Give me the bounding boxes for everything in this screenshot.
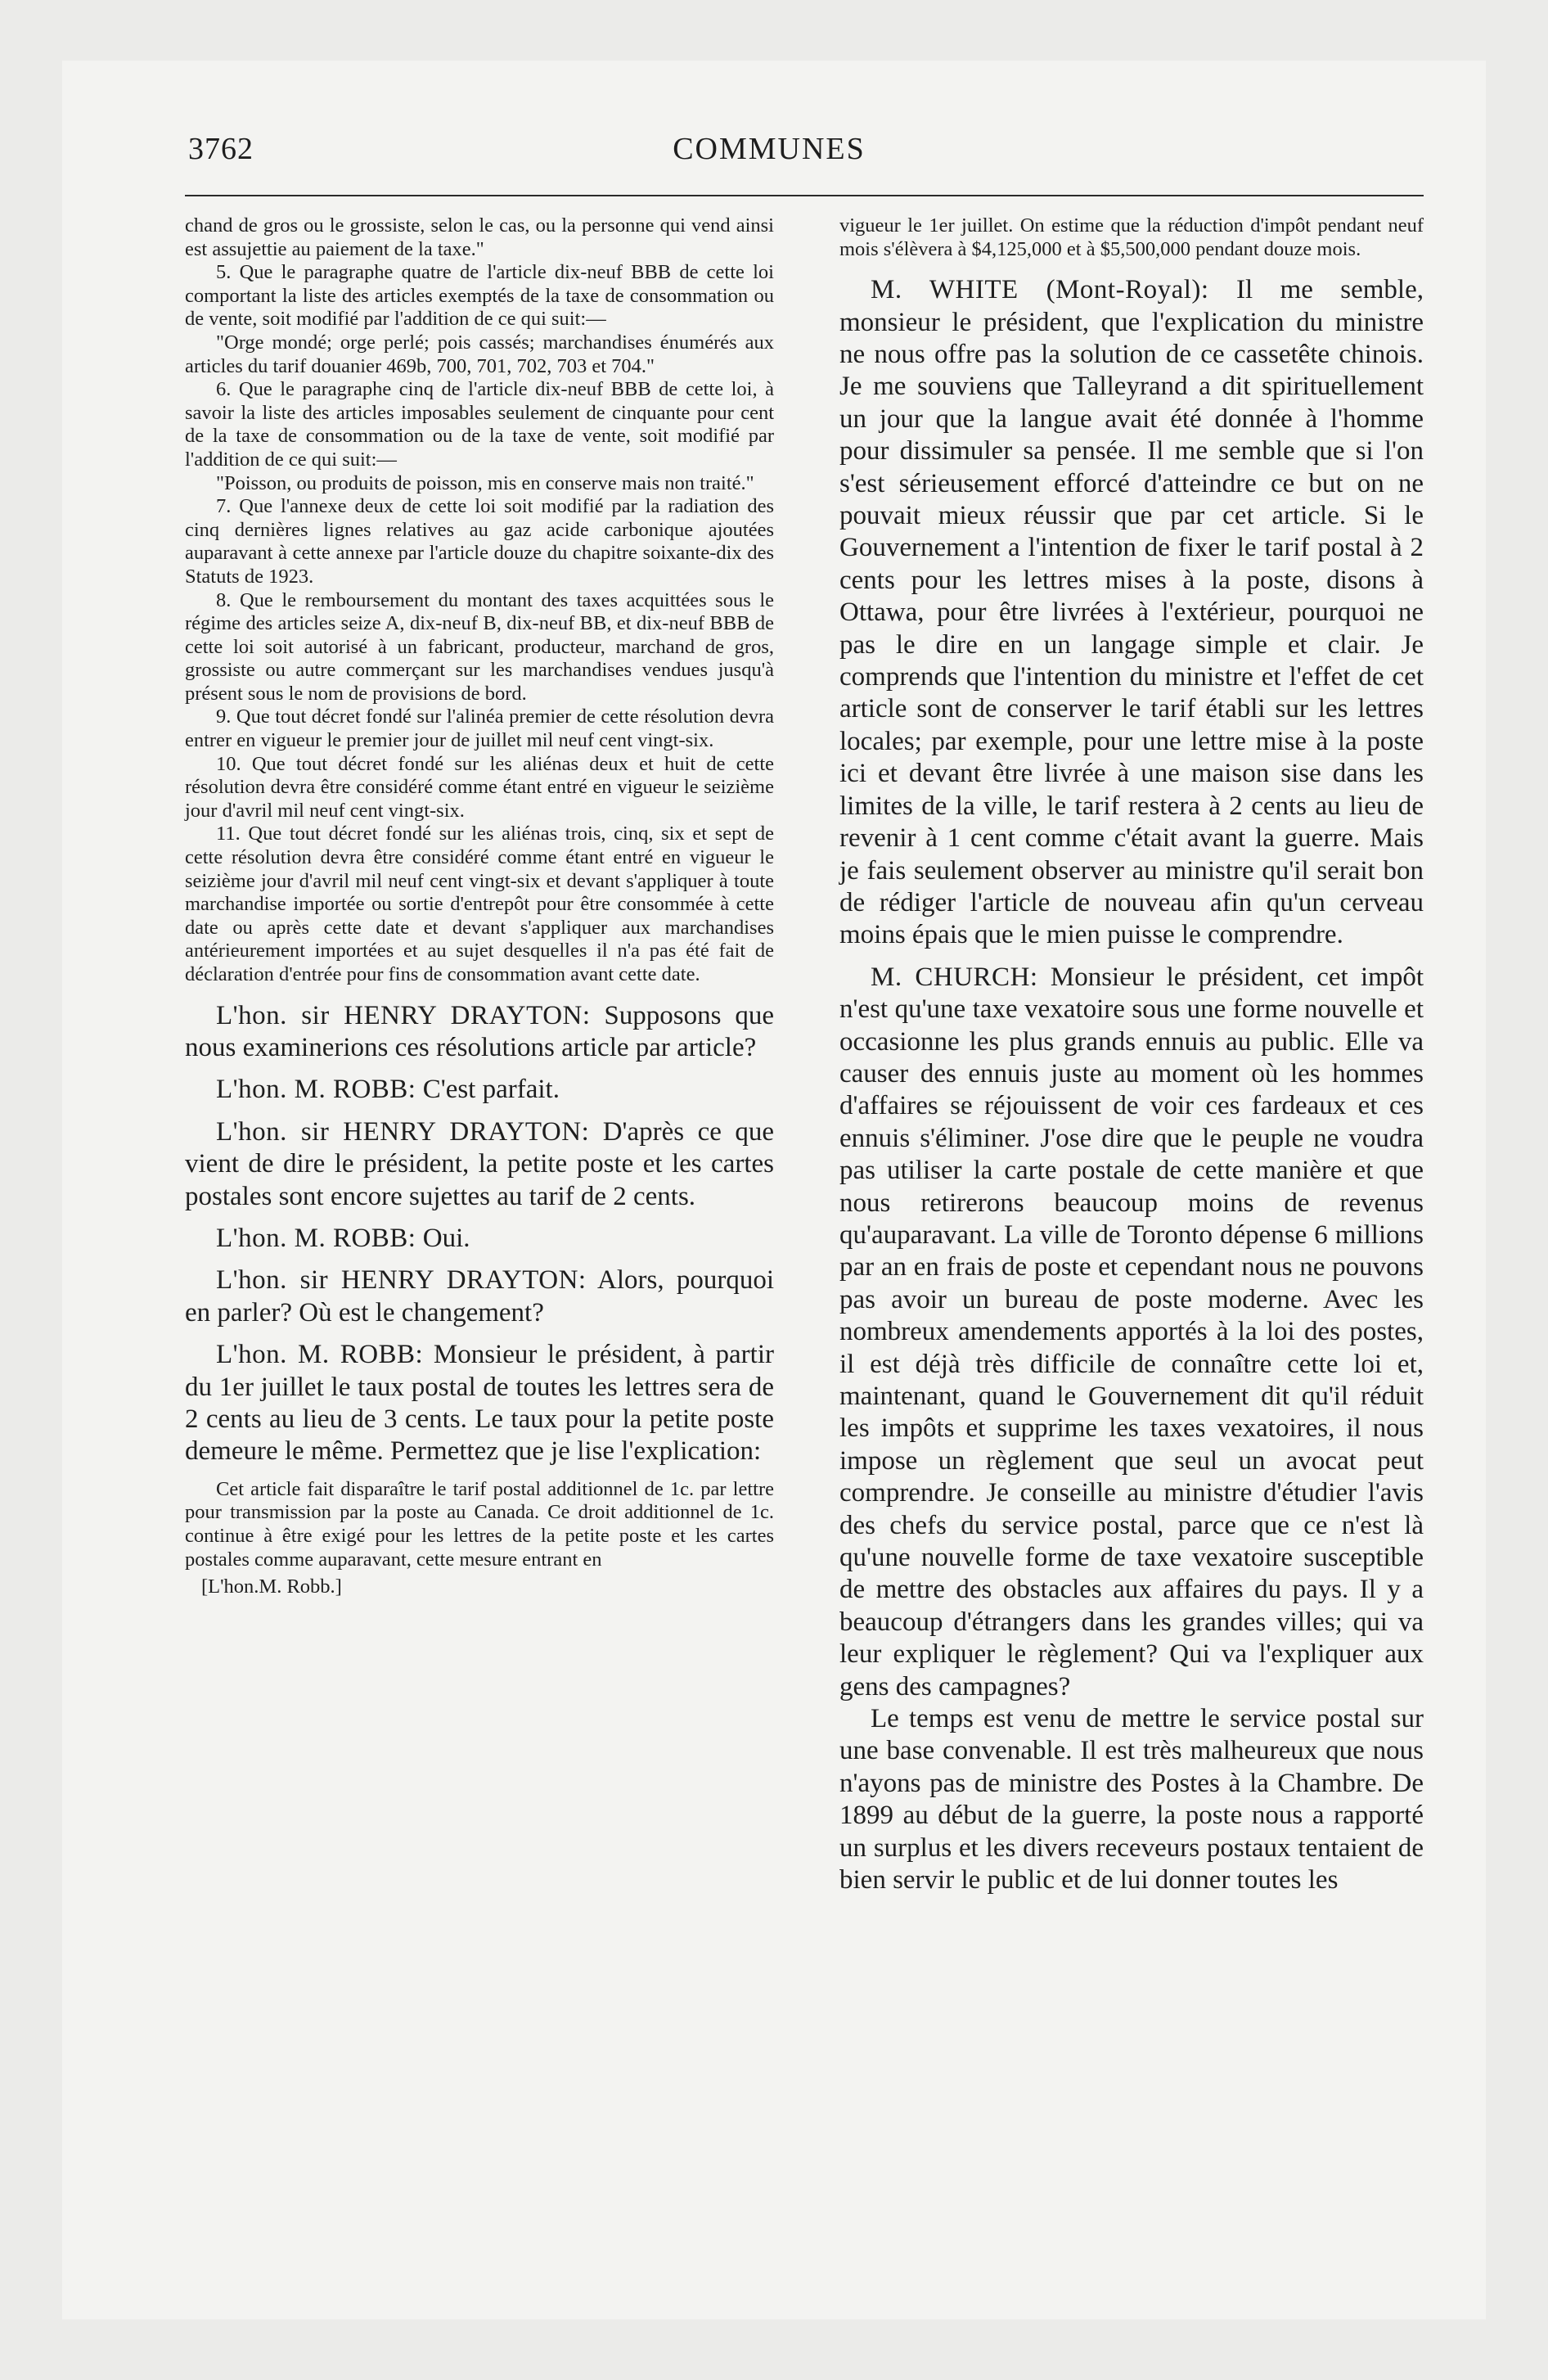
speech-text: Oui.	[416, 1224, 470, 1254]
quoted-explanation: Cet article fait disparaître le tarif postal additionnel de 1c. par lettre pour transmission par la poste au Canada. Ce droit additionnel de 1c. continue à être exigé pour les lettres de la petite poste et les cartes postales comme auparavant, cette mesure entrant en	[185, 1477, 774, 1571]
paragraph: 5. Que le paragraphe quatre de l'article dix-neuf BBB de cette loi comportant la liste des articles exemptés de la taxe de consommation ou de vente, soit modifié par l'addition de ce qui suit:—	[185, 261, 774, 331]
speaker-name: L'hon. M. ROBB:	[216, 1075, 416, 1105]
paragraph: "Poisson, ou produits de poisson, mis en conserve mais non traité."	[216, 471, 754, 494]
paragraph: 10. Que tout décret fondé sur les aliénas deux et huit de cette résolution devra être considéré comme étant entré en vigueur le seizième jour d'avril mil neuf cent vingt-six.	[185, 752, 774, 822]
speech	[185, 1264, 774, 1329]
paragraph: 9. Que tout décret fondé sur l'alinéa premier de cette résolution devra entrer en vigueur le premier jour de juillet mil neuf cent vingt-six.	[185, 705, 774, 752]
speech-text: Le temps est venu de mettre le service postal sur une base convenable. Il est très malheureux que nous n'ayons pas de ministre des Postes à la Chambre. De 1899 au début de la guerre, la poste nous a rapporté un surplus et les divers receveurs postaux tentaient de bien servir le public et de lui donner toutes les	[839, 1704, 1424, 1895]
paragraph: 7. Que l'annexe deux de cette loi soit modifié par la radiation des cinq dernières lignes relatives au gaz acide carbonique ajoutées auparavant à cette annexe par l'article douze du chapitre soixante-dix des Statuts de 1923.	[185, 495, 774, 588]
speech	[839, 962, 1424, 1703]
speech	[839, 274, 1424, 952]
speech	[185, 1223, 774, 1255]
speech	[185, 1074, 774, 1106]
speaker-name: M. CHURCH:	[871, 962, 1038, 992]
speech-text: Il me semble, monsieur le président, que l'explication du ministre ne nous offre pas la solution de ce cassetête chinois. Je me souviens que Talleyrand a dit spirituellement un jour que la langue avait été donnée à l'homme pour dissimuler sa pensée. Il me semble que si l'on s'est sérieusement efforcé d'atteindre ce but on ne pouvait mieux réussir que par cet article. Si le Gouvernement a l'intention de fixer le tarif postal à 2 cents pour les lettres mises à la poste, disons à Ottawa, pour être livrées à l'extérieur, pourquoi ne pas le dire en un langage simple et clair. Je comprends que l'intention du ministre et l'effet de cet article sont de conserver le tarif établi sur les lettres locales; par exemple, pour une lettre mise à la poste ici et devant être livrée à une maison sise dans les limites de la ville, le tarif restera à 2 cents au lieu de revenir à 1 cent comme c'était avant la guerre. Mais je fais seulement observer au ministre qu'il serait bon de rédiger l'article de nouveau afin qu'un cerveau moins épais que le mien puisse le comprendre.	[839, 275, 1424, 950]
left-column	[185, 214, 774, 1599]
speaker-name: L'hon. M. ROBB:	[216, 1340, 424, 1370]
speech-text: Monsieur le président, cet impôt n'est qu'une taxe vexatoire sous une forme nouvelle et occasionne les plus grands ennuis au public. Elle va causer des ennuis juste au moment où les hommes d'affaires se réjouissent de voir ces fardeaux et ces ennuis s'éliminer. J'ose dire que le peuple ne voudra pas utiliser la carte postale de cette manière et que nous retirerons beaucoup moins de revenus qu'auparavant. La ville de Toronto dépense 6 millions par an en frais de poste et cependant nous ne pouvons pas avoir un bureau de poste moderne. Avec les nombreux amendements apportés à la loi des postes, il est déjà très difficile de connaître cette loi et, maintenant, quand le Gouvernement dit qu'il réduit les impôts et supprime les taxes vexatoires, il nous impose un règlement que seul un avocat peut comprendre. Je conseille au ministre d'étudier l'avis des chefs du service postal, parce que ce n'est là qu'une nouvelle forme de taxe vexatoire susceptible de mettre des obstacles aux affaires du pays. Il y a beaucoup d'étrangers dans les grandes villes; qui va leur expliquer le règlement? Qui va l'expliquer aux gens des campagnes?	[839, 962, 1424, 1702]
paragraph: "Orge mondé; orge perlé; pois cassés; marchandises énumérés aux articles du tarif douanier 469b, 700, 701, 702, 703 et 704."	[185, 331, 774, 377]
speaker-name: L'hon. sir HENRY DRAYTON:	[216, 1116, 590, 1147]
speech-text: Monsieur le président, à partir du 1er juillet le taux postal de toutes les lettres sera de 2 cents au lieu de 3 cents. Le taux pour la petite poste demeure le même. Permettez que je lise l'explication:	[185, 1340, 774, 1467]
page-header	[123, 131, 1415, 180]
speech-text: Supposons que nous examinerions ces résolutions article par article?	[185, 1000, 775, 1062]
paragraph: 6. Que le paragraphe cinq de l'article dix-neuf BBB de cette loi, à savoir la liste des articles imposables seulement de cinquante pour cent de la taxe de consommation ou de la taxe de vente, soit modifié par l'addition de ce qui suit:—	[185, 378, 774, 471]
speech-text: Alors, pourquoi en parler? Où est le changement?	[185, 1265, 775, 1327]
speech	[839, 1703, 1424, 1896]
header-rule	[185, 195, 1424, 196]
speaker-name: L'hon. sir HENRY DRAYTON:	[216, 1265, 587, 1296]
paragraph: vigueur le 1er juillet. On estime que la réduction d'impôt pendant neuf mois s'élèvera à $4,125,000 et à $5,500,000 pendant douze mois.	[839, 214, 1424, 260]
speaker-signature: [L'hon.M. Robb.]	[201, 1575, 342, 1598]
running-title: COMMUNES	[673, 132, 866, 166]
speech-text: C'est parfait.	[416, 1075, 560, 1105]
speaker-name: L'hon. sir HENRY DRAYTON:	[216, 1000, 591, 1030]
speech	[185, 1116, 774, 1213]
speaker-name: M. WHITE (Mont-Royal):	[871, 275, 1209, 305]
paragraph: 8. Que le remboursement du montant des taxes acquittées sous le régime des articles seize A, dix-neuf B, dix-neuf BB, et dix-neuf BBB de cette loi soit autorisé à un fabricant, producteur, marchand de gros, grossiste ou autre commerçant sur les marchandises vendues jusqu'à présent sous le nom de provisions de bord.	[185, 588, 774, 705]
speech	[185, 1000, 774, 1065]
speech	[185, 1339, 774, 1468]
paragraph: chand de gros ou le grossiste, selon le cas, ou la personne qui vend ainsi est assujettie au paiement de la taxe."	[185, 214, 774, 260]
right-column	[839, 214, 1424, 1897]
page-number: 3762	[188, 132, 254, 166]
speaker-name: L'hon. M. ROBB:	[216, 1224, 416, 1254]
paragraph: 11. Que tout décret fondé sur les aliénas trois, cinq, six et sept de cette résolution devra être considéré comme étant entré en vigueur le seizième jour d'avril mil neuf cent vingt-six et devant s'appliquer à toute marchandise importée ou sortie d'entrepôt pour être consommée à cette date ou après cette date et devant s'appliquer aux marchandises antérieurement importées et au sujet desquelles il n'a pas été fait de déclaration d'entrée pour fins de consommation avant cette date.	[185, 823, 774, 985]
speech-text: D'après ce que vient de dire le président, la petite poste et les cartes postales sont encore sujettes au tarif de 2 cents.	[185, 1116, 774, 1211]
